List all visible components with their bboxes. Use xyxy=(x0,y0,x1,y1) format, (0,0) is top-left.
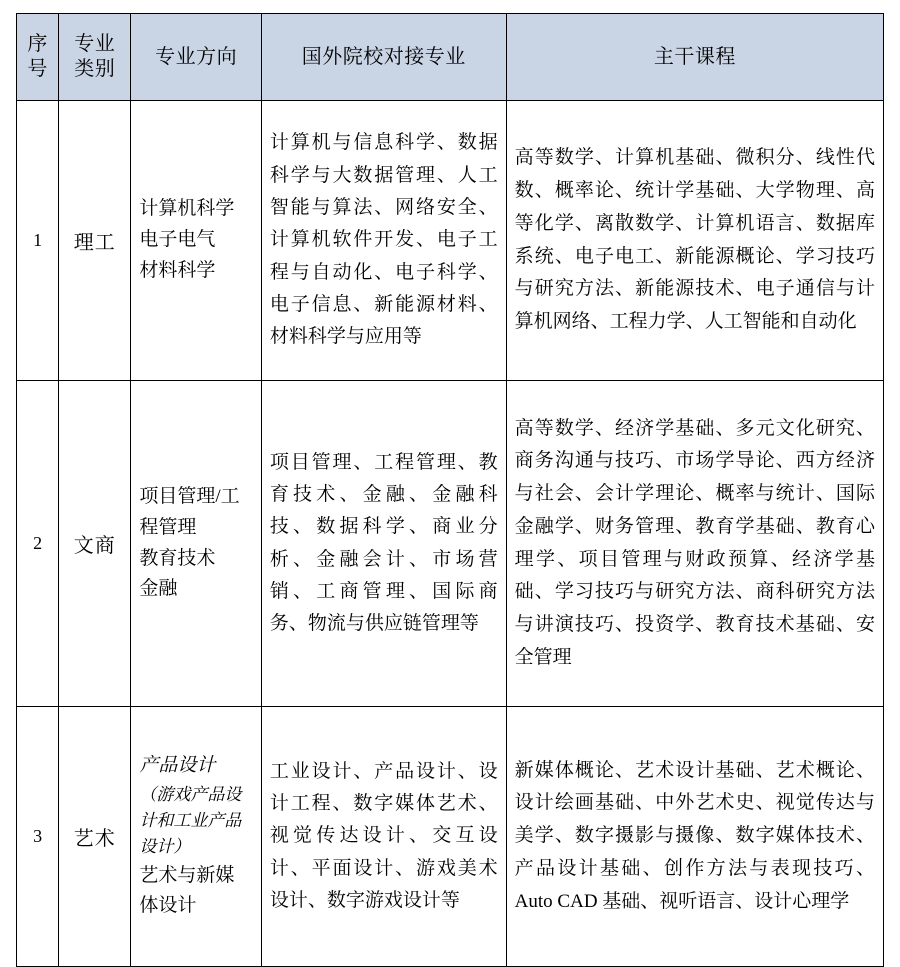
direction-line: 金融 xyxy=(139,578,178,600)
table-body xyxy=(17,101,884,967)
row-abroad-major: 项目管理、工程管理、教育技术、金融、金融科技、数据科学、商业分析、金融会计、市场营销、工商管理、国际商务、物流与供应链管理等 xyxy=(261,381,506,707)
column-header-no xyxy=(17,14,59,101)
direction-italic-main: 产品设计 xyxy=(139,754,216,776)
column-header-abroad-major: 国外院校对接专业 xyxy=(261,14,506,101)
direction-line: 艺术与新媒 xyxy=(139,864,235,886)
column-header-category-line1: 专业 xyxy=(74,33,116,55)
row-abroad-major: 工业设计、产品设计、设计工程、数字媒体艺术、视觉传达设计、交互设计、平面设计、游戏美术设计、数字游戏设计等 xyxy=(261,707,506,967)
row-direction xyxy=(131,101,261,381)
table-header xyxy=(17,14,884,101)
direction-line: 电子电气 xyxy=(139,229,216,251)
row-category: 理工 xyxy=(59,101,131,381)
row-direction xyxy=(131,707,261,967)
column-header-core-courses: 主干课程 xyxy=(506,14,883,101)
table-row xyxy=(17,707,884,967)
row-category: 艺术 xyxy=(59,707,131,967)
direction-italic-note: （游戏产品设计和工业产品设计） xyxy=(139,784,242,857)
row-abroad-major: 计算机与信息科学、数据科学与大数据管理、人工智能与算法、网络安全、计算机软件开发、电子工程与自动化、电子科学、电子信息、新能源材料、材料科学与应用等 xyxy=(261,101,506,381)
direction-line: 材料科学 xyxy=(139,259,216,281)
table-header-row xyxy=(17,14,884,101)
row-direction xyxy=(131,381,261,707)
row-core-courses: 高等数学、计算机基础、微积分、线性代数、概率论、统计学基础、大学物理、高等化学、离散数学、计算机语言、数据库系统、电子电工、新能源概论、学习技巧与研究方法、新能源技术、电子通信与计算机网络、工程力学、人工智能和自动化 xyxy=(506,101,883,381)
direction-line: 教育技术 xyxy=(139,547,216,569)
table-row xyxy=(17,381,884,707)
column-header-no-line1: 序 xyxy=(27,33,48,55)
row-core-courses: 新媒体概论、艺术设计基础、艺术概论、设计绘画基础、中外艺术史、视觉传达与美学、数字摄影与摄像、数字媒体技术、产品设计基础、创作方法与表现技巧、Auto CAD 基础、视听语言、设计心理学 xyxy=(506,707,883,967)
column-header-category xyxy=(59,14,131,101)
row-category: 文商 xyxy=(59,381,131,707)
table-row xyxy=(17,101,884,381)
major-programs-table xyxy=(16,13,884,967)
direction-line: 程管理 xyxy=(139,516,197,538)
column-header-category-line2: 类别 xyxy=(74,58,116,80)
row-number: 3 xyxy=(17,707,59,967)
direction-line: 项目管理/工 xyxy=(139,485,240,507)
column-header-direction: 专业方向 xyxy=(131,14,261,101)
row-number: 1 xyxy=(17,101,59,381)
row-core-courses: 高等数学、经济学基础、多元文化研究、商务沟通与技巧、市场学导论、西方经济与社会、会计学理论、概率与统计、国际金融学、财务管理、教育学基础、教育心理学、项目管理与财政预算、经济学基础、学习技巧与研究方法、商科研究方法与讲演技巧、投资学、教育技术基础、安全管理 xyxy=(506,381,883,707)
direction-line: 体设计 xyxy=(139,895,197,917)
row-number: 2 xyxy=(17,381,59,707)
direction-line: 计算机科学 xyxy=(139,198,235,220)
column-header-no-line2: 号 xyxy=(27,58,48,80)
